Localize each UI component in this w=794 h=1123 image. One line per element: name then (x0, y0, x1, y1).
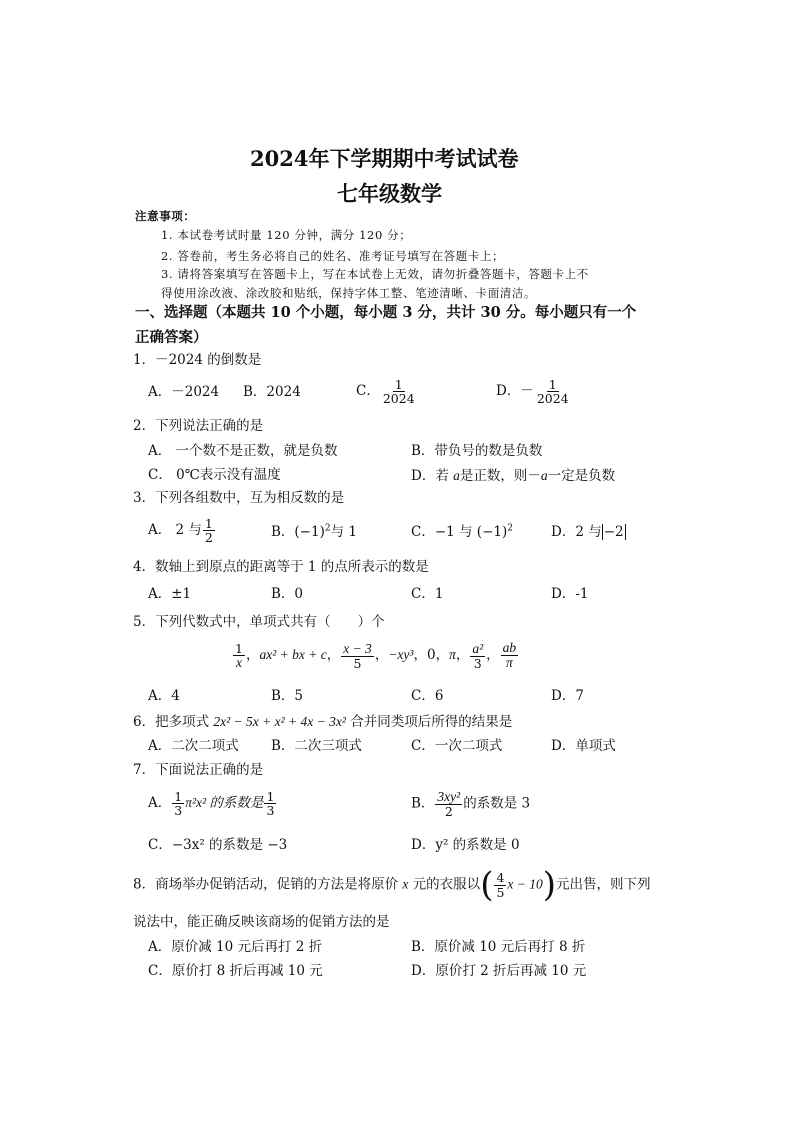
q5-expr-2: ax² + bx + c (259, 647, 327, 663)
q7-option-c: C．−3x² 的系数是 −3 (148, 837, 288, 853)
section-heading-cont: 正确答案） (135, 329, 208, 346)
q2-d-prefix: D．若 (411, 468, 454, 484)
q3-option-b (271, 523, 357, 540)
note-item-1: 1. 本试卷考试时量 120 分钟，满分 120 分； (161, 228, 412, 242)
q6-option-b: B．二次三项式 (271, 738, 362, 754)
q5-e8-denominator: π (506, 655, 513, 671)
q3-a-label: A． 2 与 (148, 522, 202, 539)
q8-option-a: A．原价减 10 元后再打 2 折 (148, 939, 323, 955)
q7-option-d: D．y² 的系数是 0 (411, 837, 520, 853)
q7-a-fraction-2 (264, 790, 276, 817)
q2-d-middle: 是正数，则－ (459, 468, 541, 484)
note-item-2: 2. 答卷前，考生务必将自己的姓名、准考证号填写在答题卡上； (161, 249, 505, 263)
q8-option-c: C．原价打 8 折后再减 10 元 (148, 963, 323, 979)
q1-option-c-label: C． (356, 383, 380, 400)
q8-left-paren: ( (480, 865, 494, 905)
q6-option-d: D．单项式 (551, 738, 616, 754)
q8-variable: x (402, 876, 409, 892)
q5-expr-4: −xy³ (388, 647, 414, 663)
q3-a-denominator: 2 (204, 530, 213, 546)
q3-option-d (551, 526, 626, 540)
q7-b-label: B． (411, 795, 435, 812)
q7-b-denominator: 2 (444, 804, 453, 820)
q5-option-b: B．5 (271, 688, 304, 704)
q1-option-d-fraction (535, 378, 571, 405)
q5-option-a: A．4 (148, 688, 180, 704)
question-8-stem (133, 865, 651, 905)
q5-e3-denominator: 5 (353, 655, 362, 671)
q5-separator: ， (435, 647, 450, 664)
q4-option-c: C．1 (411, 586, 444, 602)
notes-heading: 注意事项： (135, 209, 196, 223)
q6-stem-suffix: 合并同类项后所得的结果是 (345, 714, 513, 730)
q5-e7-numerator: a² (472, 640, 484, 656)
q1-option-c-fraction (381, 378, 417, 405)
q3-option-c (411, 523, 513, 540)
q3-b-suffix: 与 1 (330, 524, 357, 540)
q5-e8-numerator: ab (502, 640, 517, 655)
question-7-stem: 7．下面说法正确的是 (133, 762, 264, 778)
q1-option-b: B．2024 (243, 384, 301, 400)
q2-option-b: B．带负号的数是负数 (411, 443, 543, 459)
q1-option-d (496, 378, 572, 405)
q5-expr-6: π (449, 647, 456, 663)
q5-separator: ， (245, 647, 260, 664)
q3-b-prefix: B．(−1) (271, 524, 325, 540)
q3-d-prefix: D．2 与 (551, 524, 602, 540)
q5-expr-7 (470, 642, 485, 670)
q1-option-c (356, 378, 418, 405)
q7-a-label: A． (148, 795, 172, 812)
q6-stem-prefix: 6．把多项式 (133, 714, 214, 730)
q4-option-d: D．-1 (551, 586, 589, 602)
q7-a-denominator: 3 (174, 803, 183, 819)
section-heading: 一、选择题（本题共 10 个小题，每小题 3 分，共计 30 分。每小题只有一个 (135, 304, 637, 321)
question-5-stem: 5．下列代数式中，单项式共有（ ）个 (133, 614, 385, 630)
q5-e1-denominator: x (235, 654, 242, 670)
q5-expr-1 (233, 642, 245, 670)
q1-c-numerator: 1 (394, 377, 403, 392)
q2-option-a: A． 一个数不是正数，就是负数 (148, 443, 338, 459)
q5-separator: ， (413, 647, 427, 664)
q5-option-c: C．6 (411, 688, 444, 704)
question-8-stem-cont: 说法中，能正确反映该商场的促销方法的是 (133, 914, 390, 930)
q3-c-prefix: C．−1 与 (−1) (411, 524, 508, 540)
q3-d-absolute: −2 (603, 524, 624, 540)
q3-b-exponent: 2 (324, 523, 331, 534)
q8-stem-middle: 元的衣服以 (408, 876, 481, 893)
q7-a-denominator-2: 3 (266, 803, 275, 819)
q7-b-suffix: 的系数是 3 (463, 795, 531, 812)
q6-expression: 2x² − 5x + x² + 4x − 3x² (213, 714, 346, 729)
q2-d-variable-2: a (540, 468, 548, 483)
q7-a-numerator: 1 (174, 789, 183, 804)
q8-option-d: D．原价打 2 折后再减 10 元 (411, 963, 587, 979)
note-item-3-cont: 得使用涂改液、涂改胶和贴纸，保持字体工整、笔迹清晰、卡面清洁。 (161, 286, 537, 300)
q8-price-numerator: 4 (496, 870, 505, 886)
q5-expr-8 (501, 641, 519, 670)
q5-e1-numerator: 1 (235, 640, 243, 656)
q2-option-d (411, 469, 615, 484)
q5-separator: ， (486, 647, 500, 664)
q1-c-denominator: 2024 (382, 391, 415, 407)
q4-option-a: A．±1 (148, 586, 192, 602)
q3-a-numerator: 1 (204, 516, 213, 531)
q8-price-fraction (494, 871, 506, 898)
q7-option-a (148, 790, 277, 817)
q8-stem-prefix: 8．商场举办促销活动，促销的方法是将原价 (133, 876, 403, 893)
q5-e7-denominator: 3 (473, 655, 482, 671)
q5-expr-3 (341, 642, 374, 670)
q7-a-numerator-2: 1 (266, 789, 275, 804)
question-4-stem: 4．数轴上到原点的距离等于 1 的点所表示的数是 (133, 559, 429, 575)
q2-d-suffix: 一定是负数 (547, 468, 616, 484)
q7-option-b (411, 790, 530, 818)
q5-expression-list (232, 641, 519, 670)
question-1-stem: 1．－2024 的倒数是 (133, 352, 262, 368)
q2-d-variable: a (453, 468, 460, 483)
page-subtitle: 七年级数学 (337, 181, 442, 206)
q1-d-denominator: 2024 (536, 391, 569, 407)
question-6-stem (133, 715, 512, 730)
q6-option-a: A．二次二项式 (148, 738, 239, 754)
q2-option-c: C． 0℃表示没有温度 (148, 467, 281, 483)
q8-option-b: B．原价减 10 元后再打 8 折 (411, 939, 586, 955)
question-2-stem: 2．下列说法正确的是 (133, 418, 264, 434)
q8-price-rest: x − 10 (507, 876, 543, 892)
q4-option-b: B．0 (271, 586, 304, 602)
q7-a-fraction (172, 790, 184, 817)
q5-separator: ， (455, 647, 470, 664)
q3-a-fraction (203, 517, 215, 544)
q5-expr-5: 0 (426, 647, 436, 664)
q1-d-numerator: 1 (548, 377, 557, 392)
q8-right-paren: ) (542, 865, 557, 905)
q5-separator: ， (326, 647, 341, 664)
note-item-3: 3. 请将答案填写在答题卡上，写在本试卷上无效，请勿折叠答题卡，答题卡上不 (161, 267, 589, 281)
page-title: 2024年下学期期中考试试卷 (250, 146, 519, 171)
q1-option-d-label: D．－ (496, 383, 534, 400)
q6-option-c: C．一次二项式 (411, 738, 503, 754)
q7-b-fraction (435, 790, 462, 818)
q1-option-a: A．－2024 (148, 384, 220, 400)
q7-b-numerator: 3xy² (437, 789, 461, 804)
q3-c-exponent: 2 (507, 523, 513, 534)
q5-option-d: D．7 (551, 688, 584, 704)
q8-stem-suffix: 元出售，则下列 (556, 876, 651, 893)
q3-option-a (148, 517, 216, 544)
q7-a-middle: π²x² 的系数是 (185, 795, 264, 811)
q5-e3-numerator: x − 3 (343, 640, 372, 656)
question-3-stem: 3．下列各组数中，互为相反数的是 (133, 490, 345, 506)
q5-separator: ， (374, 647, 389, 664)
q8-price-denominator: 5 (496, 884, 505, 900)
